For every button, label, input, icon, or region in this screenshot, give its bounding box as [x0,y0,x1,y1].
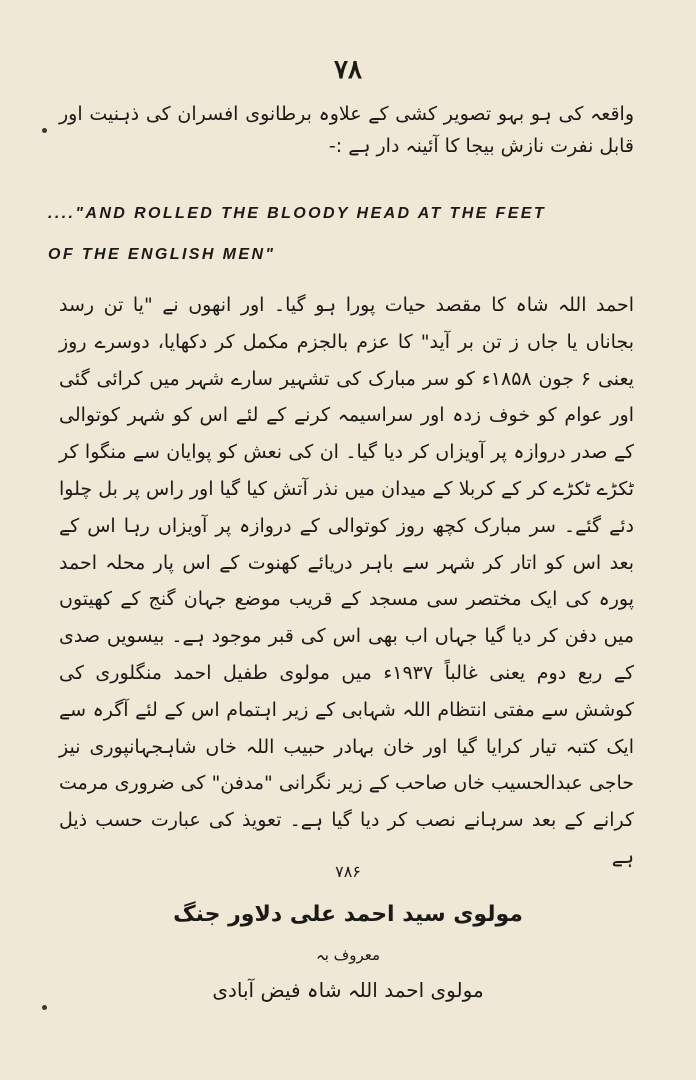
caption-title: مولوی احمد اللہ شاہ فیض آبادی [212,978,484,1002]
main-paragraph: احمد اللہ شاہ کا مقصد حیات پورا ہو گیا۔ اور انھوں نے "یا تن رسد بجاناں یا جاں ز تن بر آید" کا عزم بالجزم مکمل کر دکھایا، دوسرے روز یعنی ۶ جون ۱۸۵۸ء کو سر مبارک کی تشہیر سارے شہر میں کرائی گئی اور عوام کو خوف زدہ اور سراسیمہ کرنے کے لئے اس کو شہر کوتوالی کے صدر دروازہ پر آویزاں کر دیا گیا۔ ان کی نعش کو پوایان سے منگوا کر ٹکڑے ٹکڑے کر کے کربلا کے میدان میں نذر آتش کیا گیا اور راس پر بل چلوا دئے گئے۔ سر مبارک کچھ روز کوتوالی کے دروازہ پر آویزاں رہا اس کے بعد اس کو اتار کر شہر سے باہر دریائے کھنوت کے اس پار محلہ احمد پورہ کی ایک مختصر سی مسجد کے قریب موضع جہان گنج کے کھیتوں میں دفن کر دیا گیا جہاں اب بھی اس کی قبر موجود ہے۔ بیسویں صدی کے ربع دوم یعنی غالباً ۱۹۳۷ء میں مولوی طفیل احمد منگلوری کی کوشش سے مفتی انتظام اللہ شہابی کے زیر اہتمام اس کے لئے آگرہ سے ایک کتبہ تیار کرایا گیا اور خان بہادر حبیب اللہ خاں شاہجہانپوری نیز حاجی عبدالحسیب خاں صاحب کے زیر نگرانی "مدفن" کی ضروری مرمت کرانے کے بعد سرہانے نصب کر دیا گیا ہے۔ تعویذ کی عبارت حسب ذیل ہے [59,294,634,868]
binding-hole-top [42,128,47,133]
english-quote-line-2: OF THE ENGLISH MEN" [48,246,276,263]
caption-name: مولوی سید احمد علی دلاور جنگ [173,902,523,927]
english-quote-line-1: ...."AND ROLLED THE BLOODY HEAD AT THE FEET [48,205,547,222]
caption-number: ۷۸۶ [335,862,361,881]
binding-hole-bottom [42,1005,47,1010]
page-number: ۷۸ [334,55,362,85]
caption-known-as: معروف بہ [315,946,381,964]
intro-paragraph: واقعہ کی ہو بہو تصویر کشی کے علاوہ برطانوی افسران کی ذہنیت اور قابل نفرت نازش بیجا کا آئینہ دار ہے :- [59,103,634,157]
